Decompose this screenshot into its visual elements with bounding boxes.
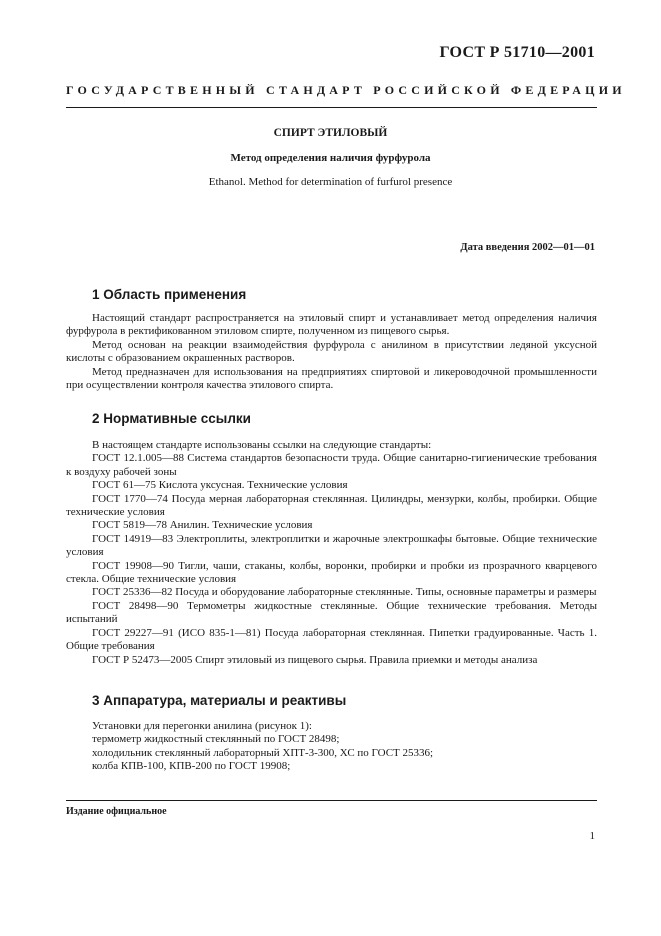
page-number: 1 — [589, 830, 595, 842]
official-edition-label: Издание официальное — [66, 806, 167, 817]
section-3-body — [66, 720, 597, 774]
reference-item: ГОСТ 19908—90 Тигли, чаши, стаканы, колбы, воронки, пробирки и пробки из прозрачного кварцевого стекла. Общие технические условия — [66, 559, 597, 586]
list-item: колба КПВ-100, КПВ-200 по ГОСТ 19908; — [92, 760, 291, 773]
reference-item: ГОСТ Р 52473—2005 Спирт этиловый из пищевого сырья. Правила приемки и методы анализа — [92, 653, 538, 666]
footer-divider — [66, 800, 597, 801]
document-code: ГОСТ Р 51710—2001 — [439, 44, 595, 61]
section-2-body — [66, 439, 597, 667]
list-item: термометр жидкостный стеклянный по ГОСТ 28498; — [92, 733, 340, 746]
reference-item: ГОСТ 29227—91 (ИСО 835-1—81) Посуда лабораторная стеклянная. Пипетки градуированные. Часть 1. Общие требования — [66, 626, 597, 653]
reference-item: ГОСТ 28498—90 Термометры жидкостные стеклянные. Общие технические требования. Методы испытаний — [66, 599, 597, 626]
list-item: холодильник стеклянный лабораторный ХПТ-3-300, ХС по ГОСТ 25336; — [92, 746, 434, 759]
reference-item: ГОСТ 5819—78 Анилин. Технические условия — [92, 519, 313, 532]
paragraph: Метод предназначен для использования на предприятиях спиртовой и ликероводочной промышленности при осуществлении контроля качества этилового спирта. — [66, 365, 597, 392]
paragraph: Установки для перегонки анилина (рисунок 1): — [92, 720, 312, 732]
section-1-heading: 1 Область применения — [92, 287, 247, 302]
section-3-heading: 3 Аппаратура, материалы и реактивы — [92, 693, 347, 708]
section-2-heading: 2 Нормативные ссылки — [92, 411, 251, 426]
reference-item: ГОСТ 14919—83 Электроплиты, электроплитки и жарочные электрошкафы бытовые. Общие технические условия — [66, 532, 597, 559]
english-title: Ethanol. Method for determination of furfurol presence — [208, 176, 453, 188]
state-standard-banner: ГОСУДАРСТВЕННЫЙ СТАНДАРТ РОССИЙСКОЙ ФЕДЕРАЦИИ — [66, 83, 626, 97]
reference-item: ГОСТ 61—75 Кислота уксусная. Технические условия — [92, 479, 348, 492]
reference-item: ГОСТ 25336—82 Посуда и оборудование лабораторные стеклянные. Типы, основные параметры и размеры — [92, 586, 597, 599]
reference-item: ГОСТ 12.1.005—88 Система стандартов безопасности труда. Общие санитарно-гигиенические требования к воздуху рабочей зоны — [66, 452, 597, 478]
section-1-body — [66, 312, 597, 392]
header-divider — [66, 107, 597, 108]
paragraph: Метод основан на реакции взаимодействия фурфурола с анилином в присутствии ледяной уксусной кислоты с образованием окрашенных растворов. — [66, 338, 597, 365]
document-subtitle: Метод определения наличия фурфурола — [230, 152, 431, 164]
document-title: СПИРТ ЭТИЛОВЫЙ — [273, 127, 388, 139]
paragraph: Настоящий стандарт распространяется на этиловый спирт и устанавливает метод определения наличия фурфурола в ректификованном этиловом спирте, полученном из пищевого сырья. — [66, 312, 597, 338]
paragraph: В настоящем стандарте использованы ссылки на следующие стандарты: — [92, 439, 432, 451]
reference-item: ГОСТ 1770—74 Посуда мерная лабораторная стеклянная. Цилиндры, мензурки, колбы, пробирки. Общие технические условия — [66, 492, 597, 519]
introduction-date: Дата введения 2002—01—01 — [460, 242, 595, 253]
